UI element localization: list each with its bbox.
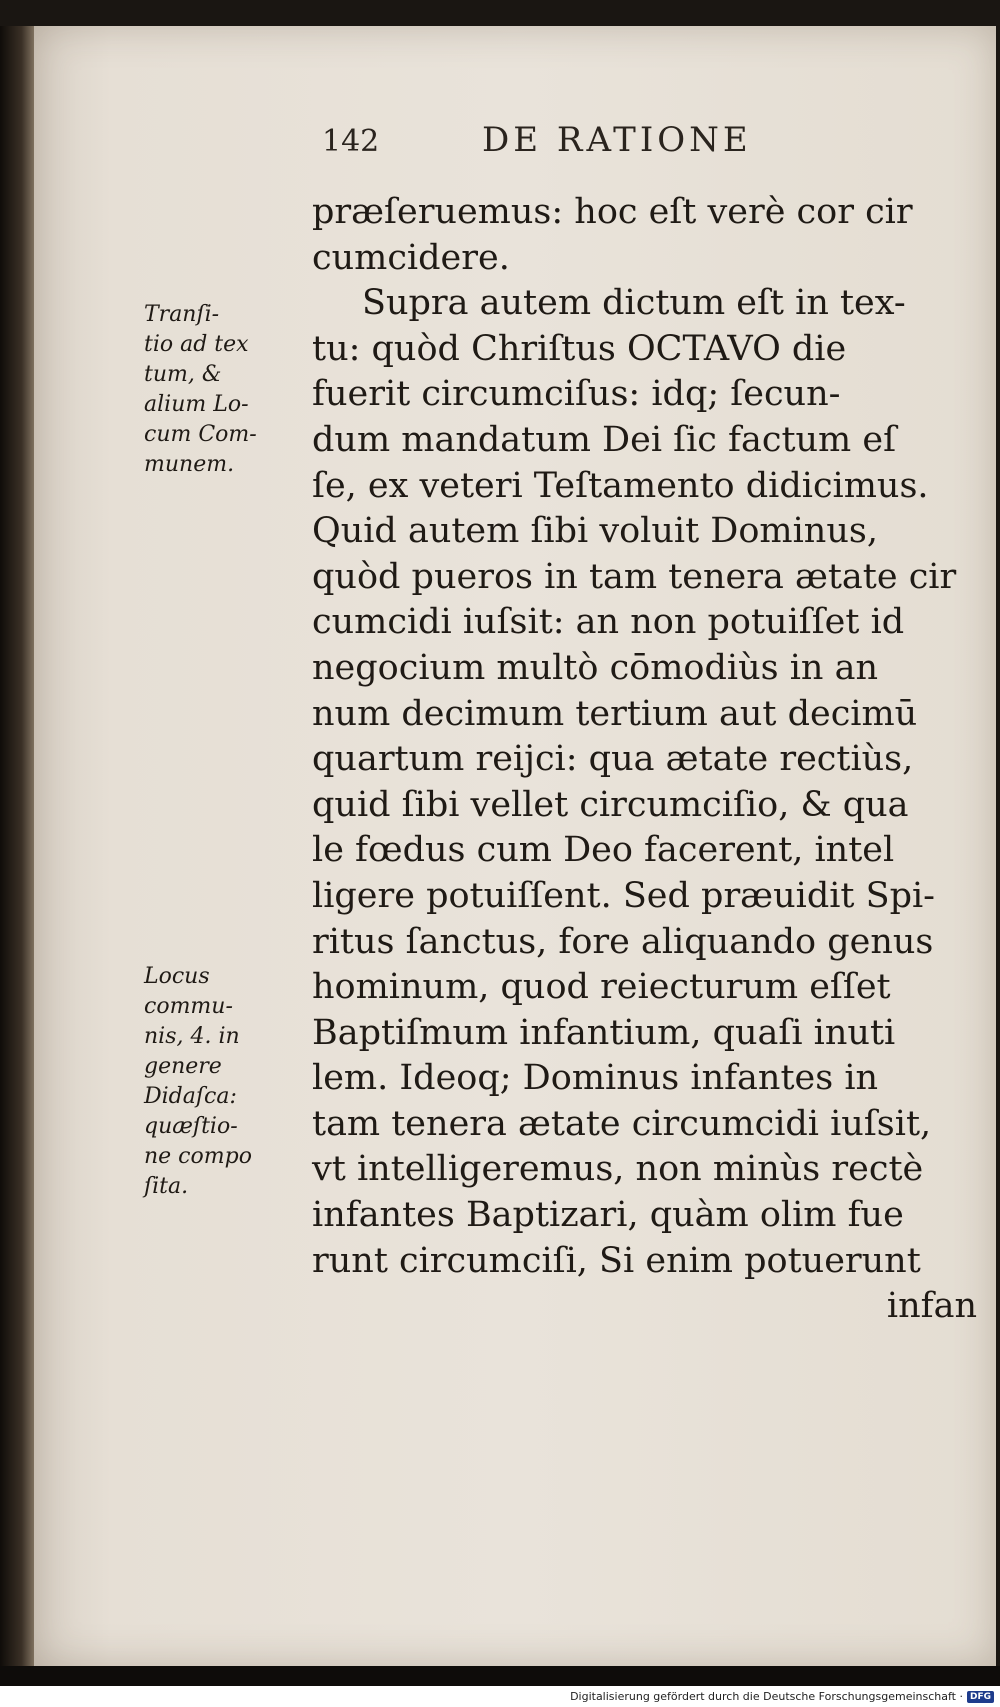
text-line: vt intelligeremus, non minùs rectè	[312, 1149, 924, 1190]
text-line: hominum, quod reiecturum eſſet	[312, 967, 891, 1008]
text-line: runt circumciſi, Si enim potuerunt	[312, 1240, 921, 1281]
running-head	[322, 118, 842, 168]
margin-note-line: nis, 4. in	[144, 1024, 240, 1049]
margin-note-line: tio ad tex	[144, 332, 249, 357]
margin-note-line: alium Lo-	[144, 392, 249, 417]
text-line: fuerit circumciſus: idq; ſecun-	[312, 374, 841, 415]
margin-note-line: Tranſi-	[144, 302, 220, 327]
margin-note-locus	[144, 962, 304, 1202]
text-line: Baptiſmum infantium, quaſi inuti	[312, 1012, 896, 1053]
text-line: Quid autem ſibi voluit Dominus,	[312, 511, 878, 552]
text-line: ritus ſanctus, fore aliquando genus	[312, 921, 934, 962]
text-line: ſe, ex veteri Teſtamento didicimus.	[312, 465, 929, 506]
margin-note-line: cum Com-	[144, 422, 257, 447]
page-number: 142	[322, 124, 380, 159]
text-line: quòd pueros in tam tenera ætate cir	[312, 556, 957, 597]
margin-note-line: tum, &	[144, 362, 222, 387]
text-line: ligere potuiſſent. Sed præuidit Spi-	[312, 875, 936, 916]
footer-text: Digitalisierung gefördert durch die Deutsche Forschungsgemeinschaft ·	[570, 1690, 963, 1703]
text-line: cumcidi iuſsit: an non potuiſſet id	[312, 602, 905, 643]
text-line: dum mandatum Dei ſic factum eſ	[312, 419, 897, 460]
text-line: tu: quòd Chriſtus OCTAVO die	[312, 328, 847, 369]
margin-note-line: Locus	[144, 964, 210, 989]
scan-bottom-border	[0, 1666, 1000, 1686]
margin-note-line: genere	[144, 1054, 222, 1079]
body-text	[312, 190, 977, 1330]
digitization-footer	[0, 1686, 1000, 1707]
margin-note-transitio	[144, 300, 304, 480]
catchword: infan	[886, 1286, 977, 1327]
text-line: quid ſibi vellet circumciſio, & qua	[312, 784, 909, 825]
margin-note-line: munem.	[144, 452, 235, 477]
text-line: le fœdus cum Deo facerent, intel	[312, 830, 895, 871]
running-title: DE RATIONE	[482, 120, 752, 160]
book-spine-edge	[0, 26, 36, 1666]
text-line: tam tenera ætate circumcidi iuſsit,	[312, 1103, 932, 1144]
margin-note-line: ſita.	[144, 1174, 189, 1199]
text-line: Supra autem dictum eſt in tex-	[362, 283, 906, 324]
margin-note-line: Didaſca:	[144, 1084, 237, 1109]
text-line: negocium multò cōmodiùs in an	[312, 647, 878, 688]
text-line: lem. Ideoq; Dominus infantes in	[312, 1058, 879, 1099]
text-line: infantes Baptizari, quàm olim fue	[312, 1195, 904, 1236]
text-line: quartum reijci: qua ætate rectiùs,	[312, 739, 914, 780]
dfg-logo: DFG	[967, 1691, 994, 1703]
margin-note-line: ne compo	[144, 1144, 252, 1169]
margin-note-line: commu-	[144, 994, 233, 1019]
margin-note-line: quæſtio-	[144, 1114, 238, 1139]
text-line: cumcidere.	[312, 237, 510, 278]
text-line: præſeruemus: hoc eſt verè cor cir	[312, 192, 913, 232]
text-line: num decimum tertium aut decimū	[312, 693, 918, 734]
